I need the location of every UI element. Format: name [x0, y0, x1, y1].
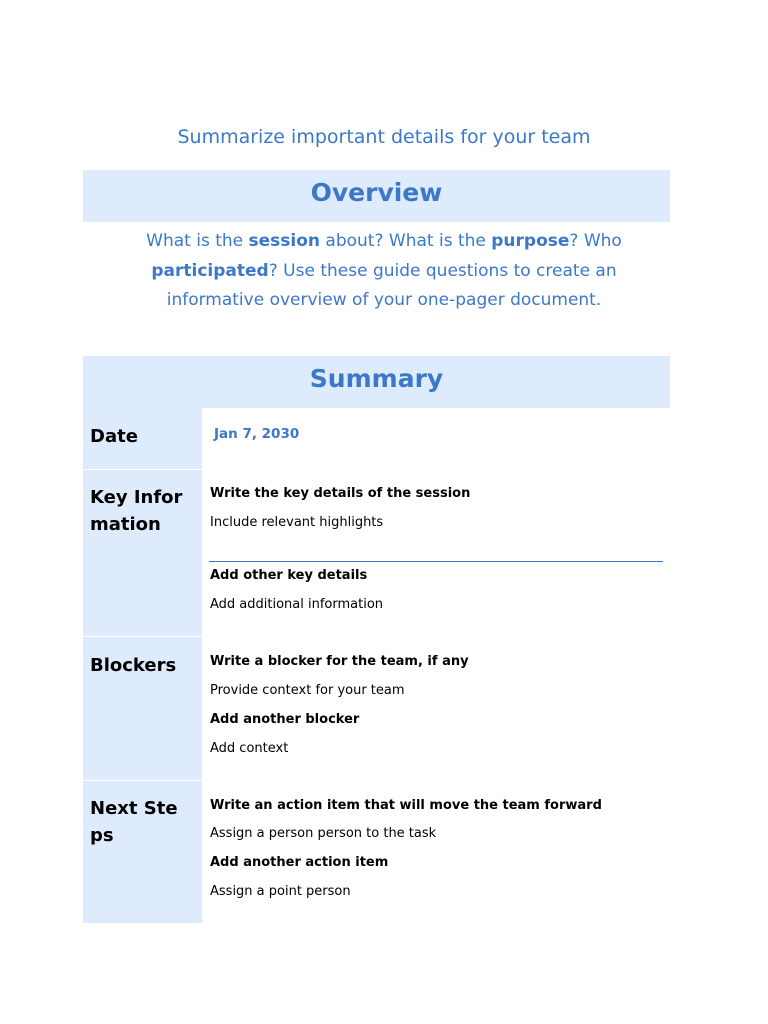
overview-keyword-participated: participated: [151, 260, 269, 281]
summary-heading: Summary: [83, 356, 670, 408]
overview-text: [120, 227, 648, 316]
next-step-heading-1: Write an action item that will move the team forward: [210, 798, 602, 813]
key-info-heading-2: Add other key details: [210, 568, 368, 583]
key-information-label-cell: [83, 470, 202, 636]
blockers-label-cell: [83, 637, 202, 780]
key-info-heading-1: Write the key details of the session: [210, 486, 471, 501]
date-label-cell: [83, 408, 202, 469]
overview-heading: Overview: [83, 170, 670, 222]
next-step-heading-2: Add another action item: [210, 855, 389, 870]
next-steps-label-cell: [83, 781, 202, 923]
overview-keyword-purpose: purpose: [491, 231, 570, 251]
overview-text-part: ? Who: [569, 231, 622, 251]
blockers-label: Blockers: [90, 655, 177, 676]
date-value: Jan 7, 2030: [214, 426, 300, 442]
blocker-heading-1: Write a blocker for the team, if any: [210, 654, 469, 669]
overview-text-part: ? Use these guide questions to create an informative overview of your one-pager document.: [166, 260, 617, 310]
overview-text-part: What is the: [146, 231, 249, 251]
next-steps-label: Next Steps: [90, 798, 178, 846]
key-info-text-1: Include relevant highlights: [210, 515, 384, 530]
document-subtitle: Summarize important details for your team: [177, 126, 591, 148]
next-step-text-2: Assign a point person: [210, 884, 351, 899]
date-label: Date: [90, 426, 138, 447]
key-info-text-2: Add additional information: [210, 597, 384, 612]
blocker-text-1: Provide context for your team: [210, 683, 405, 698]
key-information-label: Key Information: [90, 487, 183, 535]
overview-keyword-session: session: [248, 231, 321, 251]
next-step-text-1: Assign a person person to the task: [210, 826, 437, 841]
blocker-text-2: Add context: [210, 741, 289, 756]
overview-text-part: about? What is the: [320, 231, 492, 251]
key-info-divider: [209, 561, 663, 562]
blocker-heading-2: Add another blocker: [210, 712, 360, 727]
